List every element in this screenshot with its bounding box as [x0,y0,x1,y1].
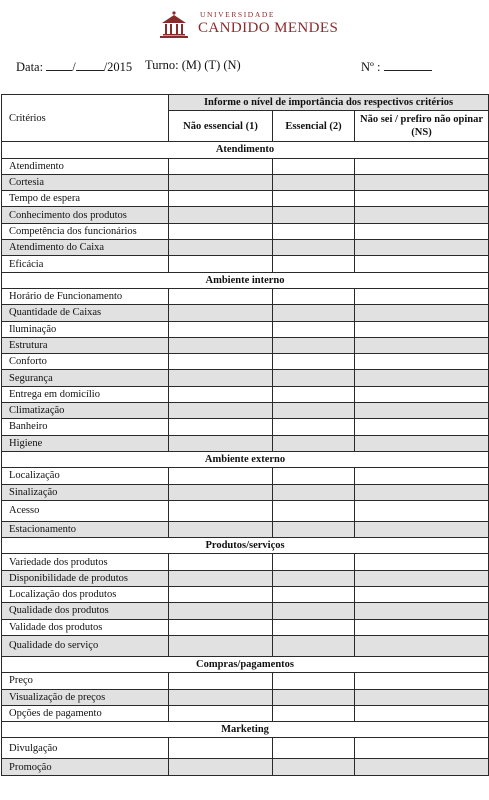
rating-cell-essential[interactable] [273,500,355,521]
evaluation-table [1,94,489,776]
rating-cell-not-essential[interactable] [169,689,273,705]
table-row [2,305,489,321]
rating-cell-essential[interactable] [273,288,355,304]
rating-cell-not-essential[interactable] [169,738,273,759]
rating-cell-no-opinion[interactable] [355,500,489,521]
criterion-label: Qualidade do serviço [2,635,169,656]
table-row [2,587,489,603]
rating-cell-essential[interactable] [273,705,355,721]
rating-cell-not-essential[interactable] [169,305,273,321]
shift-label: Turno: (M) (T) (N) [145,58,241,72]
criterion-label: Estacionamento [2,521,169,537]
criterion-label: Localização dos produtos [2,587,169,603]
table-row [2,223,489,239]
rating-cell-not-essential[interactable] [169,174,273,190]
rating-cell-no-opinion[interactable] [355,158,489,174]
rating-cell-not-essential[interactable] [169,570,273,586]
criterion-label: Localização [2,468,169,484]
table-row [2,158,489,174]
table-row [2,705,489,721]
criterion-label: Sinalização [2,484,169,500]
table-row [2,256,489,272]
table-row [2,321,489,337]
date-year: /2015 [103,60,133,74]
date-label: Data: [16,60,44,74]
table-row [2,386,489,402]
rating-cell-no-opinion[interactable] [355,705,489,721]
criterion-label: Atendimento [2,158,169,174]
rating-cell-not-essential[interactable] [169,619,273,635]
table-row [2,288,489,304]
date-separator: / [72,60,76,74]
rating-cell-no-opinion[interactable] [355,603,489,619]
criterion-label: Segurança [2,370,169,386]
criterion-label: Estrutura [2,337,169,353]
criterion-label: Banheiro [2,419,169,435]
rating-cell-essential[interactable] [273,738,355,759]
rating-cell-no-opinion[interactable] [355,288,489,304]
criterion-label: Validade dos produtos [2,619,169,635]
criterion-label: Qualidade dos produtos [2,603,169,619]
rating-cell-essential[interactable] [273,603,355,619]
section-header: Produtos/serviços [2,538,489,554]
rating-cell-essential[interactable] [273,403,355,419]
rating-cell-no-opinion[interactable] [355,354,489,370]
rating-cell-not-essential[interactable] [169,223,273,239]
criterion-label: Preço [2,673,169,689]
rating-cell-essential[interactable] [273,386,355,402]
table-body [2,142,489,775]
rating-cell-no-opinion[interactable] [355,321,489,337]
rating-cell-essential[interactable] [273,321,355,337]
rating-cell-essential[interactable] [273,468,355,484]
rating-cell-not-essential[interactable] [169,500,273,521]
rating-cell-no-opinion[interactable] [355,174,489,190]
criterion-label: Opções de pagamento [2,705,169,721]
criterion-label: Horário de Funcionamento [2,288,169,304]
table-row [2,468,489,484]
rating-cell-no-opinion[interactable] [355,240,489,256]
rating-cell-no-opinion[interactable] [355,554,489,570]
university-logo-icon [157,10,191,40]
rating-cell-no-opinion[interactable] [355,521,489,537]
criterion-label: Atendimento do Caixa [2,240,169,256]
rating-cell-essential[interactable] [273,484,355,500]
table-row [2,174,489,190]
university-top-label: UNIVERSIDADE [200,10,276,19]
rating-cell-essential[interactable] [273,635,355,656]
table-row [2,635,489,656]
rating-cell-no-opinion[interactable] [355,635,489,656]
section-header: Ambiente externo [2,451,489,467]
rating-cell-essential[interactable] [273,370,355,386]
rating-cell-not-essential[interactable] [169,158,273,174]
section-header: Atendimento [2,142,489,158]
rating-cell-not-essential[interactable] [169,521,273,537]
rating-cell-essential[interactable] [273,354,355,370]
table-row [2,370,489,386]
number-label: Nº : [361,60,381,74]
criterion-label: Entrega em domicílio [2,386,169,402]
page-header [0,6,489,44]
criterion-label: Variedade dos produtos [2,554,169,570]
rating-cell-no-opinion[interactable] [355,570,489,586]
table-row [2,337,489,353]
rating-cell-not-essential[interactable] [169,554,273,570]
rating-cell-essential[interactable] [273,158,355,174]
rating-cell-not-essential[interactable] [169,256,273,272]
rating-cell-not-essential[interactable] [169,705,273,721]
criterion-label: Cortesia [2,174,169,190]
rating-cell-not-essential[interactable] [169,354,273,370]
criterion-label: Eficácia [2,256,169,272]
rating-cell-essential[interactable] [273,673,355,689]
criterion-label: Iluminação [2,321,169,337]
rating-cell-essential[interactable] [273,337,355,353]
rating-cell-no-opinion[interactable] [355,223,489,239]
rating-cell-not-essential[interactable] [169,207,273,223]
rating-cell-essential[interactable] [273,207,355,223]
rating-cell-no-opinion[interactable] [355,484,489,500]
table-row [2,759,489,775]
rating-cell-essential[interactable] [273,521,355,537]
table-row [2,191,489,207]
section-header: Compras/pagamentos [2,656,489,672]
rating-cell-essential[interactable] [273,223,355,239]
rating-cell-not-essential[interactable] [169,386,273,402]
rating-cell-not-essential[interactable] [169,191,273,207]
rating-cell-not-essential[interactable] [169,337,273,353]
table-row [2,207,489,223]
rating-cell-no-opinion[interactable] [355,738,489,759]
rating-cell-no-opinion[interactable] [355,386,489,402]
rating-cell-no-opinion[interactable] [355,619,489,635]
rating-cell-not-essential[interactable] [169,673,273,689]
rating-cell-essential[interactable] [273,587,355,603]
rating-cell-no-opinion[interactable] [355,419,489,435]
importance-header: Informe o nível de importância dos respectivos critérios [169,95,489,111]
table-row [2,484,489,500]
date-day-field[interactable] [46,58,72,71]
rating-cell-no-opinion[interactable] [355,689,489,705]
rating-cell-not-essential[interactable] [169,603,273,619]
rating-cell-essential[interactable] [273,619,355,635]
criterion-label: Disponibilidade de produtos [2,570,169,586]
rating-cell-not-essential[interactable] [169,370,273,386]
number-line [361,58,432,75]
rating-cell-no-opinion[interactable] [355,468,489,484]
rating-cell-essential[interactable] [273,256,355,272]
rating-cell-essential[interactable] [273,554,355,570]
table-row [2,403,489,419]
date-line [16,58,132,75]
table-row [2,354,489,370]
table-row [2,521,489,537]
rating-cell-not-essential[interactable] [169,288,273,304]
rating-cell-no-opinion[interactable] [355,759,489,775]
table-row [2,240,489,256]
criterion-label: Conforto [2,354,169,370]
rating-cell-essential[interactable] [273,174,355,190]
rating-cell-not-essential[interactable] [169,419,273,435]
criterion-label: Conhecimento dos produtos [2,207,169,223]
table-row [2,689,489,705]
criterion-label: Promoção [2,759,169,775]
rating-cell-not-essential[interactable] [169,403,273,419]
rating-cell-no-opinion[interactable] [355,587,489,603]
date-month-field[interactable] [76,58,104,71]
university-name: CANDIDO MENDES [198,20,339,36]
table-row [2,500,489,521]
rating-cell-not-essential[interactable] [169,759,273,775]
rating-cell-essential[interactable] [273,191,355,207]
rating-cell-no-opinion[interactable] [355,191,489,207]
rating-cell-no-opinion[interactable] [355,435,489,451]
rating-cell-essential[interactable] [273,759,355,775]
table-row [2,570,489,586]
rating-cell-not-essential[interactable] [169,468,273,484]
rating-cell-not-essential[interactable] [169,635,273,656]
rating-cell-not-essential[interactable] [169,240,273,256]
rating-cell-essential[interactable] [273,570,355,586]
rating-cell-not-essential[interactable] [169,435,273,451]
column-header-not-essential: Não essencial (1) [169,111,273,142]
rating-cell-no-opinion[interactable] [355,370,489,386]
rating-cell-not-essential[interactable] [169,587,273,603]
rating-cell-not-essential[interactable] [169,484,273,500]
table-row [2,435,489,451]
table-row [2,419,489,435]
column-header-essential: Essencial (2) [273,111,355,142]
rating-cell-no-opinion[interactable] [355,673,489,689]
criteria-header: Critérios [2,95,169,142]
rating-cell-essential[interactable] [273,305,355,321]
table-row [2,619,489,635]
rating-cell-essential[interactable] [273,419,355,435]
rating-cell-essential[interactable] [273,435,355,451]
table-row [2,738,489,759]
criterion-label: Acesso [2,500,169,521]
column-header-no-opinion: Não sei / prefiro não opinar (NS) [355,111,489,142]
criterion-label: Quantidade de Caixas [2,305,169,321]
section-header: Ambiente interno [2,272,489,288]
rating-cell-essential[interactable] [273,689,355,705]
rating-cell-no-opinion[interactable] [355,256,489,272]
table-row [2,554,489,570]
rating-cell-no-opinion[interactable] [355,305,489,321]
section-header: Marketing [2,722,489,738]
rating-cell-no-opinion[interactable] [355,337,489,353]
rating-cell-no-opinion[interactable] [355,403,489,419]
number-field[interactable] [384,58,432,71]
table-row [2,603,489,619]
rating-cell-essential[interactable] [273,240,355,256]
criterion-label: Divulgação [2,738,169,759]
rating-cell-not-essential[interactable] [169,321,273,337]
criterion-label: Visualização de preços [2,689,169,705]
criterion-label: Higiene [2,435,169,451]
rating-cell-no-opinion[interactable] [355,207,489,223]
table-row [2,673,489,689]
criterion-label: Climatização [2,403,169,419]
criterion-label: Tempo de espera [2,191,169,207]
criterion-label: Competência dos funcionários [2,223,169,239]
